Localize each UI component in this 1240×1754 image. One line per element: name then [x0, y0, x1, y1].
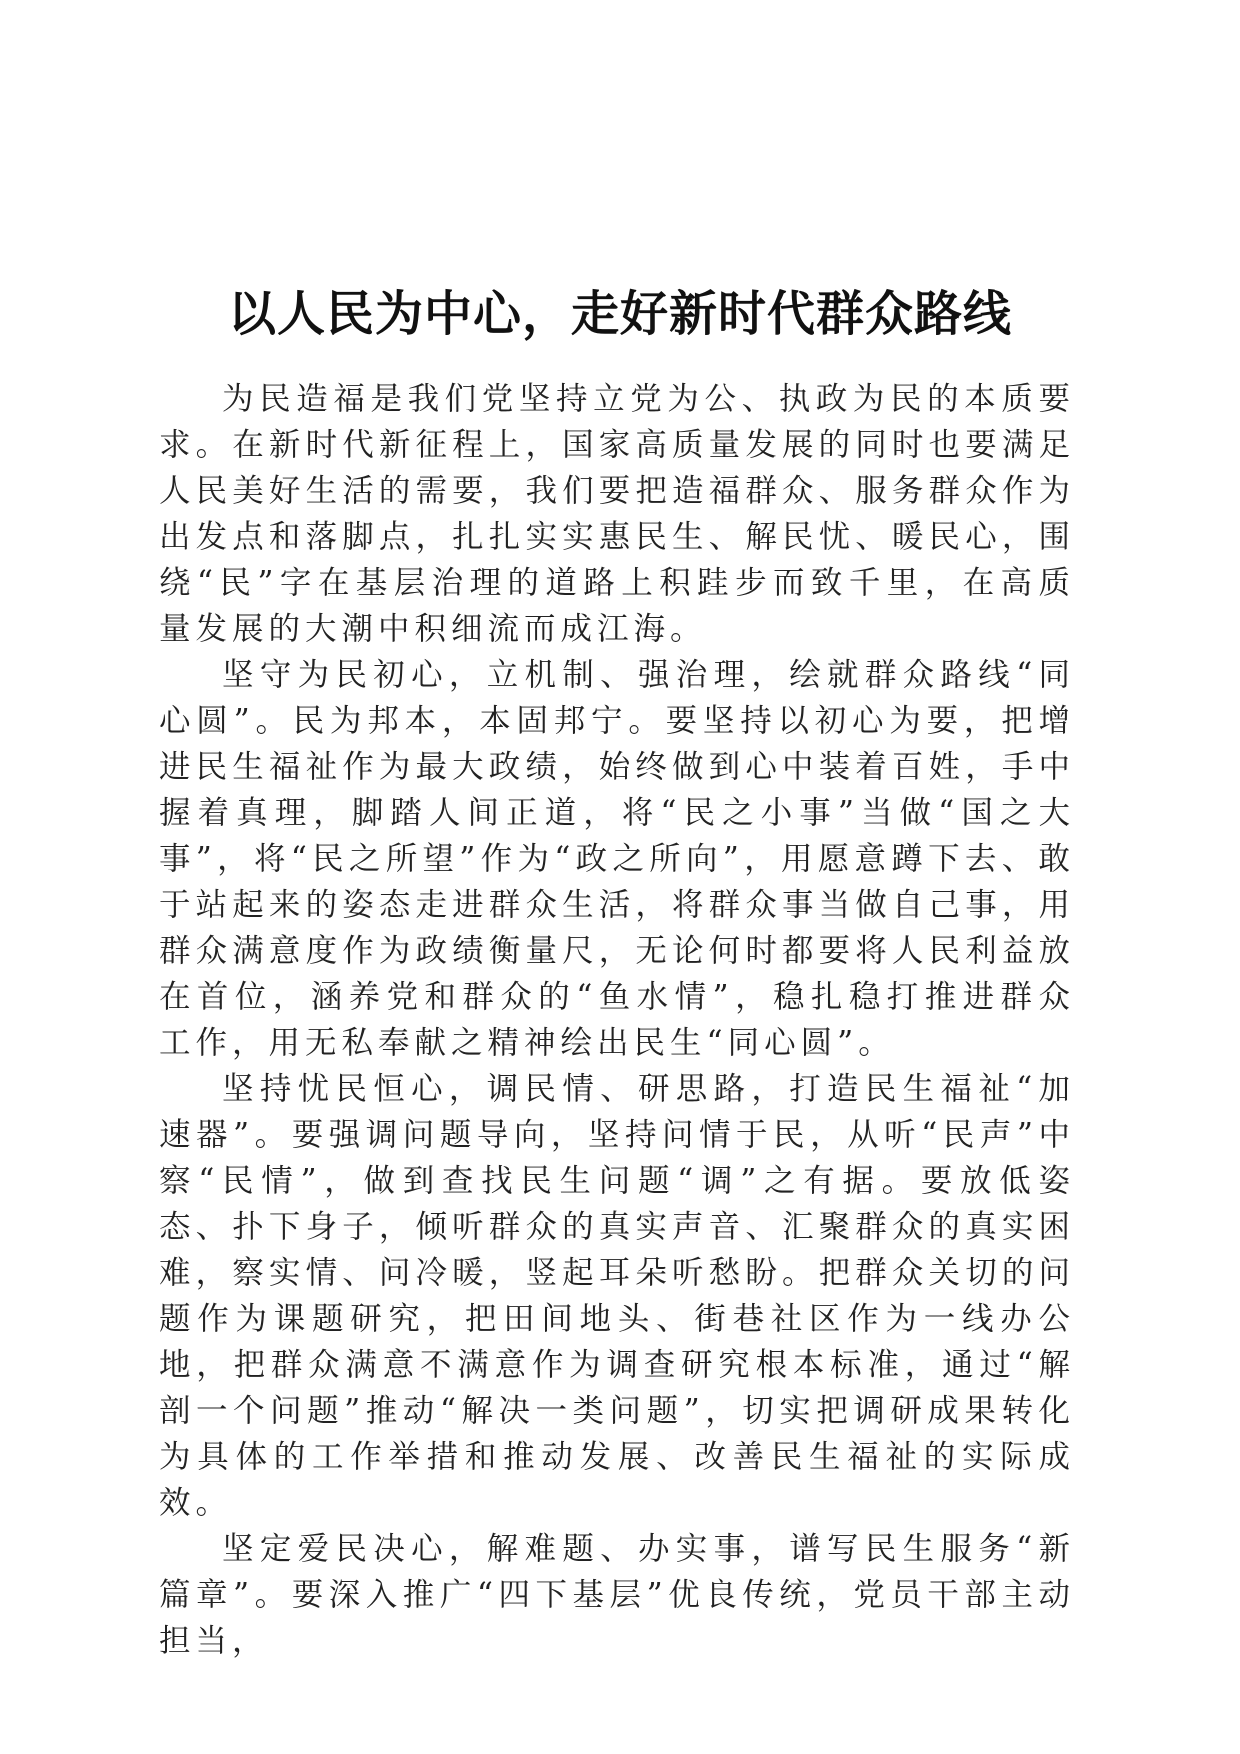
paragraph: 为民造福是我们党坚持立党为公、执政为民的本质要求。在新时代新征程上，国家高质量发展的同时也要满足人民美好生活的需要，我们要把造福群众、服务群众作为出发点和落脚点，扎扎实实惠民生、解民忧、暖民心，围绕“民”字在基层治理的道路上积跬步而致千里，在高质量发展的大潮中积细流而成江海。: [159, 381, 1075, 647]
document-title: 以人民为中心，走好新时代群众路线: [227, 286, 1012, 343]
document-body: [159, 376, 1075, 1664]
paragraph: 坚持忧民恒心，调民情、研思路，打造民生福祉“加速器”。要强调问题导向，坚持问情于民，从听“民声”中察“民情”，做到查找民生问题“调”之有据。要放低姿态、扑下身子，倾听群众的真实声音、汇聚群众的真实困难，察实情、问冷暖，竖起耳朵听愁盼。把群众关切的问题作为课题研究，把田间地头、街巷社区作为一线办公地，把群众满意不满意作为调查研究根本标准，通过“解剖一个问题”推动“解决一类问题”，切实把调研成果转化为具体的工作举措和推动发展、改善民生福祉的实际成效。: [159, 1071, 1075, 1521]
paragraph: 坚守为民初心，立机制、强治理，绘就群众路线“同心圆”。民为邦本，本固邦宁。要坚持以初心为要，把增进民生福祉作为最大政绩，始终做到心中装着百姓，手中握着真理，脚踏人间正道，将“民之小事”当做“国之大事”，将“民之所望”作为“政之所向”，用愿意蹲下去、敢于站起来的姿态走进群众生活，将群众事当做自己事，用群众满意度作为政绩衡量尺，无论何时都要将人民利益放在首位，涵养党和群众的“鱼水情”，稳扎稳打推进群众工作，用无私奉献之精神绘出民生“同心圆”。: [159, 657, 1075, 1061]
paragraph: 坚定爱民决心，解难题、办实事，谱写民生服务“新篇章”。要深入推广“四下基层”优良传统，党员干部主动担当，: [159, 1531, 1075, 1659]
